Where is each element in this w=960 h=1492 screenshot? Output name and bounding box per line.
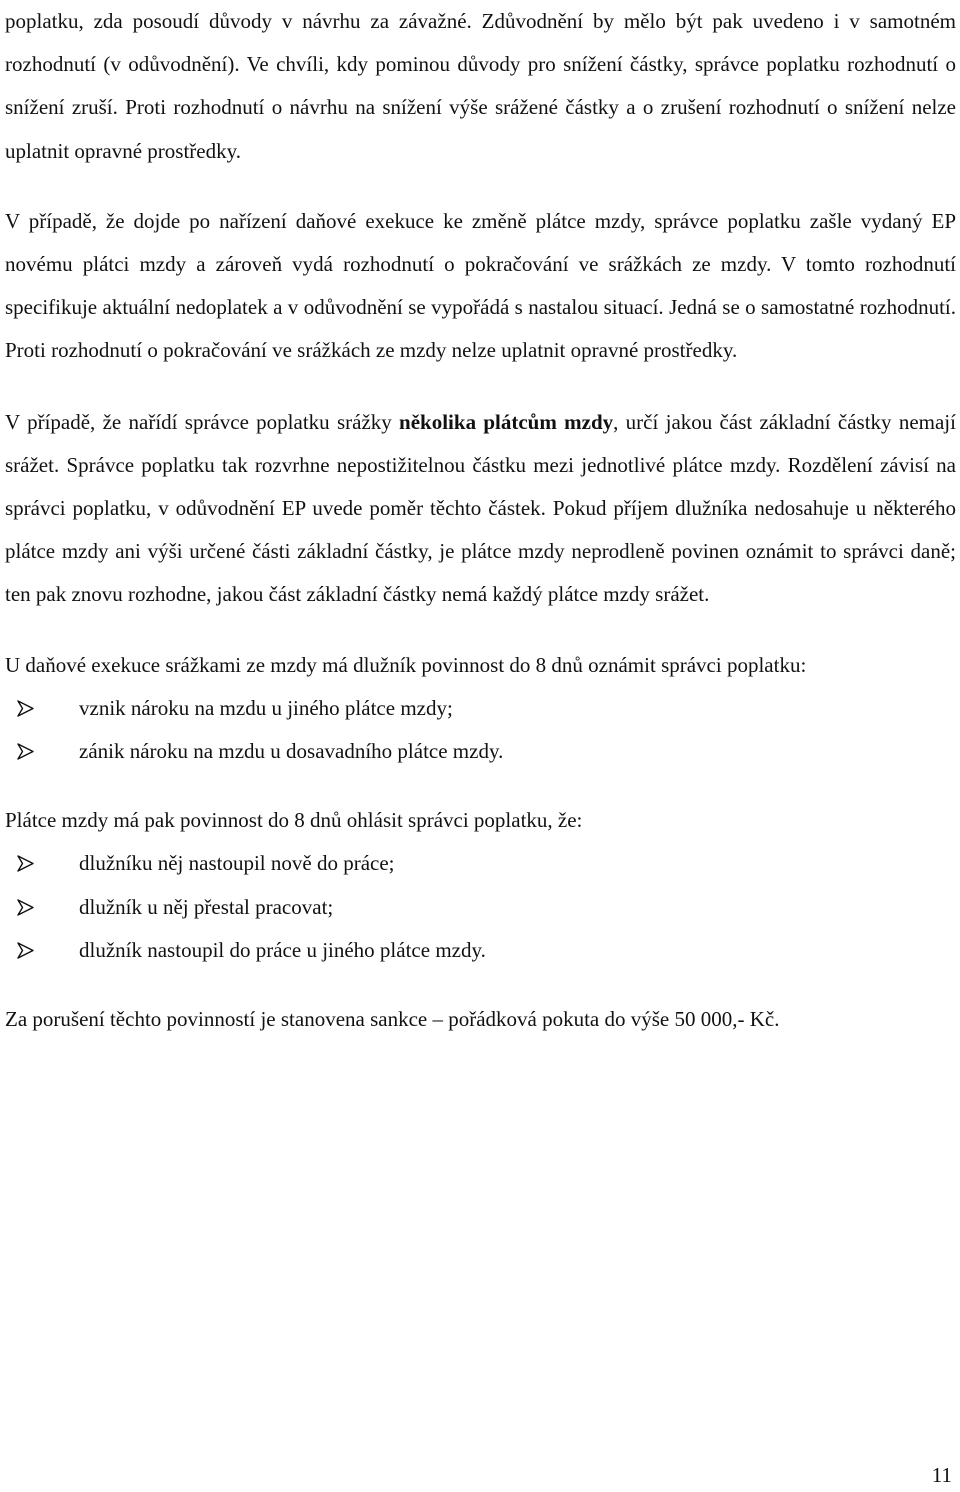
paragraph-multiple-employers-rest: , určí jakou část základní částky nemají srážet. Správce poplatku tak rozvrhne nepostižitelnou částku mezi jednotlivé plátce mzdy. Rozdělení závisí na správci poplatku, v odůvodnění EP uvede poměr těchto částek. Pokud příjem dlužníka nedosahuje u některého plátce mzdy ani výši určené části základní částky, je plátce mzdy neprodleně povinen oznámit to správci daně; ten pak znovu rozhodne, jakou část základní částky nemá každý plátce mzdy srážet.	[5, 409, 956, 607]
paragraph-sanction: Za porušení těchto povinností je stanovena sankce – pořádková pokuta do výše 50 000,- Kč.	[5, 1007, 780, 1032]
document-page	[5, 0, 956, 1041]
list-item	[5, 687, 956, 730]
list-item-text: dlužník nastoupil do práce u jiného plátce mzdy.	[79, 937, 486, 962]
list-item-text: dlužníku něj nastoupil nově do práce;	[79, 851, 395, 876]
list-item	[5, 842, 956, 885]
arrowhead-bullet-icon	[17, 743, 34, 760]
arrowhead-bullet-icon	[17, 855, 34, 872]
list-item	[5, 730, 956, 773]
arrowhead-bullet-icon	[17, 700, 34, 717]
debtor-duties-list	[5, 687, 956, 773]
arrowhead-bullet-icon	[17, 899, 34, 916]
list-item-text: dlužník u něj přestal pracovat;	[79, 894, 334, 919]
paragraph-employer-duty: Plátce mzdy má pak povinnost do 8 dnů ohlásit správci poplatku, že:	[5, 808, 583, 833]
paragraph-employer-change: V případě, že dojde po nařízení daňové exekuce ke změně plátce mzdy, správce poplatku zašle vydaný EP novému plátci mzdy a zároveň vydá rozhodnutí o pokračování ve srážkách ze mzdy. V tomto rozhodnutí specifikuje aktuální nedoplatek a v odůvodnění se vypořádá s nastalou situací. Jedná se o samostatné rozhodnutí. Proti rozhodnutí o pokračování ve srážkách ze mzdy nelze uplatnit opravné prostředky.	[5, 208, 956, 363]
paragraph-fee-reduction-decision: poplatku, zda posoudí důvody v návrhu za závažné. Zdůvodnění by mělo být pak uvedeno i v samotném rozhodnutí (v odůvodnění). Ve chvíli, kdy pominou důvody pro snížení částky, správce poplatku rozhodnutí o snížení zruší. Proti rozhodnutí o návrhu na snížení výše srážené částky a o zrušení rozhodnutí o snížení nelze uplatnit opravné prostředky.	[5, 9, 956, 163]
paragraph-debtor-duty: U daňové exekuce srážkami ze mzdy má dlužník povinnost do 8 dnů oznámit správci poplatku:	[5, 652, 807, 677]
list-item-text: vznik nároku na mzdu u jiného plátce mzdy;	[79, 695, 453, 720]
list-item	[5, 886, 956, 929]
arrowhead-bullet-icon	[17, 942, 34, 959]
list-item-text: zánik nároku na mzdu u dosavadního plátce mzdy.	[79, 739, 504, 764]
page-number: 11	[931, 1463, 952, 1487]
employer-duties-list	[5, 842, 956, 972]
list-item	[5, 929, 956, 972]
paragraph-multiple-employers	[5, 401, 956, 617]
emphasis-several-employers: několika plátcům mzdy	[399, 409, 614, 434]
paragraph-multiple-employers-start: V případě, že nařídí správce poplatku srážky	[5, 409, 400, 434]
